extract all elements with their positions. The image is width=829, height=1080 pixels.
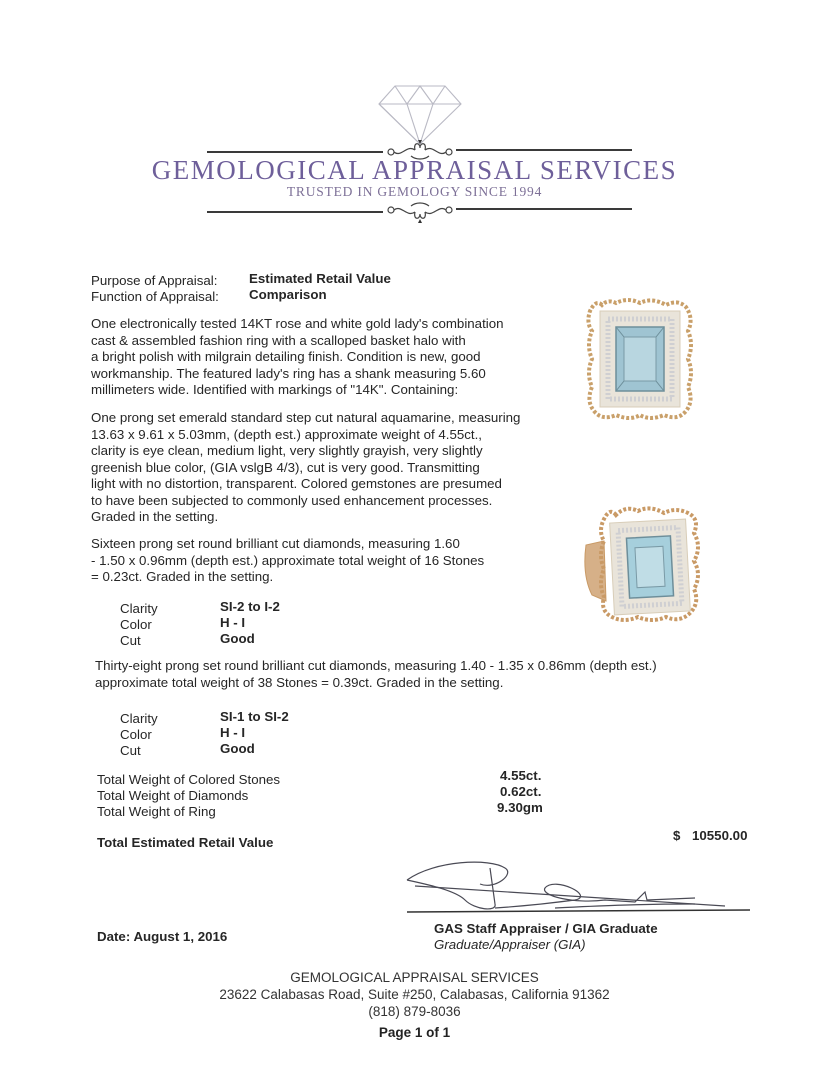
diamonds-line: Sixteen prong set round brilliant cut diamonds, measuring 1.60: [91, 536, 460, 551]
appraiser-title: GAS Staff Appraiser / GIA Graduate: [434, 921, 658, 936]
grade-label: Color: [120, 727, 152, 742]
description-line: a bright polish with milgrain detailing finish. Condition is new, good: [91, 349, 481, 364]
diamonds-line: approximate total weight of 38 Stones = 0.39ct. Graded in the setting.: [95, 674, 504, 690]
grade-label: Clarity: [120, 711, 158, 726]
diamonds-group-2-description: [95, 658, 735, 691]
center-stone-line: light with no distortion, transparent. Colored gemstones are presumed: [91, 476, 502, 491]
grade-label: Cut: [120, 633, 141, 648]
company-tagline: TRUSTED IN GEMOLOGY SINCE 1994: [286, 184, 543, 199]
ring-description: [91, 316, 561, 399]
diamond-icon: [377, 84, 463, 146]
grade-label: Clarity: [120, 601, 158, 616]
retail-value-label: Total Estimated Retail Value: [97, 835, 274, 850]
company-name: GEMOLOGICAL APPRAISAL SERVICES: [151, 155, 678, 185]
diamonds-group-1-description: [91, 536, 561, 586]
center-stone-line: to have been subjected to commonly used enhancement processes.: [91, 492, 493, 508]
header-rule-bottom-left: [207, 211, 383, 213]
appraisal-date: Date: August 1, 2016: [97, 929, 228, 944]
ornament-icon: [383, 201, 457, 223]
grade-value: Good: [220, 741, 255, 756]
grade-value: Good: [220, 631, 255, 646]
description-line: millimeters wide. Identified with markings of "14K". Containing:: [91, 382, 459, 397]
retail-value-currency: $: [673, 828, 681, 843]
center-stone-line: clarity is eye clean, medium light, very slightly grayish, very slightly: [91, 443, 483, 458]
center-stone-line: One prong set emerald standard step cut natural aquamarine, measuring: [91, 410, 521, 425]
description-line: cast & assembled fashion ring with a scalloped basket halo with: [91, 332, 466, 348]
grade-value: SI-2 to I-2: [220, 599, 280, 614]
ring-front-photo: [586, 297, 694, 421]
purpose-label: Purpose of Appraisal:: [91, 273, 218, 288]
grade-value: H - I: [220, 725, 246, 740]
center-stone-description: [91, 410, 561, 526]
total-ring-weight-label: Total Weight of Ring: [97, 804, 216, 819]
grade-label: Cut: [120, 743, 141, 758]
header-rule-top-right: [456, 149, 632, 151]
total-colored-stones-label: Total Weight of Colored Stones: [97, 772, 281, 787]
total-ring-weight-value: 9.30gm: [497, 800, 543, 815]
center-stone-line: Graded in the setting.: [91, 509, 219, 524]
grade-label: Color: [120, 617, 152, 632]
ring-angle-photo: [582, 505, 708, 625]
retail-value-amount: 10550.00: [692, 828, 748, 843]
description-line: workmanship. The featured lady's ring has a shank measuring 5.60: [91, 365, 486, 381]
footer-phone: (818) 879-8036: [368, 1004, 461, 1019]
footer-address: 23622 Calabasas Road, Suite #250, Calabasas, California 91362: [219, 987, 610, 1002]
grade-value: H - I: [220, 615, 246, 630]
appraiser-subtitle: Graduate/Appraiser (GIA): [434, 937, 586, 952]
diamonds-line: - 1.50 x 0.96mm (depth est.) approximate total weight of 16 Stones: [91, 552, 485, 568]
diamonds-line: Thirty-eight prong set round brilliant cut diamonds, measuring 1.40 - 1.35 x 0.86mm (depth est.): [95, 658, 657, 673]
function-label: Function of Appraisal:: [91, 289, 219, 304]
footer-company: GEMOLOGICAL APPRAISAL SERVICES: [290, 970, 539, 985]
signature: [395, 860, 755, 920]
center-stone-line: 13.63 x 9.61 x 5.03mm, (depth est.) approximate weight of 4.55ct.,: [91, 426, 482, 442]
grade-value: SI-1 to SI-2: [220, 709, 289, 724]
purpose-value: Estimated Retail Value: [249, 271, 391, 286]
function-value: Comparison: [249, 287, 327, 302]
center-stone-line: greenish blue color, (GIA vslgB 4/3), cut is very good. Transmitting: [91, 459, 480, 475]
diamonds-line: = 0.23ct. Graded in the setting.: [91, 569, 274, 584]
header-rule-top-left: [207, 151, 383, 153]
header-rule-bottom-right: [456, 208, 632, 210]
total-colored-stones-value: 4.55ct.: [500, 768, 542, 783]
total-diamonds-value: 0.62ct.: [500, 784, 542, 799]
description-line: One electronically tested 14KT rose and white gold lady's combination: [91, 316, 504, 331]
total-diamonds-label: Total Weight of Diamonds: [97, 788, 249, 803]
footer-page-number: Page 1 of 1: [378, 1025, 451, 1040]
